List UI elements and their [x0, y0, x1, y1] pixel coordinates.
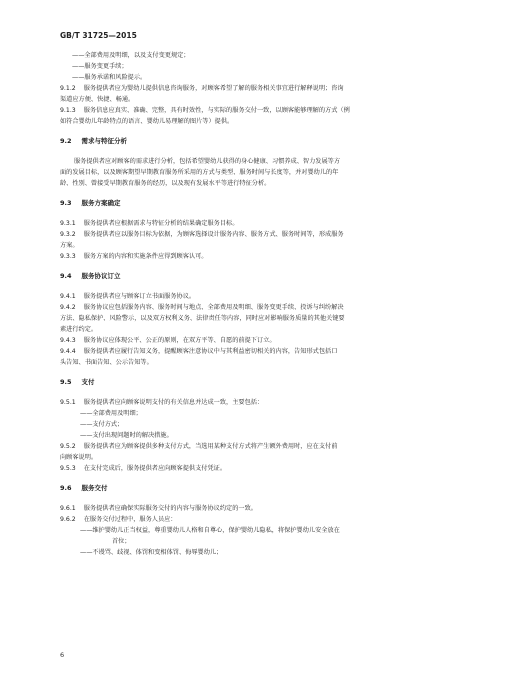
clause-9-6-2 — [60, 514, 460, 525]
standard-code-header: GB/T 31725—2015 — [60, 31, 137, 40]
clause-text: 服务提供者应向顾客说明支付的有关信息并达成一致，主要包括： — [83, 399, 264, 406]
clause-9-6-1 — [60, 503, 460, 514]
clause-9-5-3 — [60, 463, 460, 474]
clause-text: 服务提供者应确保实际服务交付的内容与服务协议约定的一致。 — [83, 505, 257, 512]
clause-continuation: 头告知、书面告知、公示告知等。 — [60, 359, 153, 366]
clause-9-1-2 — [60, 83, 460, 94]
clause-text: 服务提供者应根据需求与特征分析的结果确定服务目标。 — [83, 220, 239, 227]
section-number: 9.5 — [60, 378, 72, 386]
section-title: 服务方案确定 — [81, 199, 121, 207]
section-heading-9-4 — [60, 271, 460, 282]
list-item: ——服务承诺和风险提示。 — [72, 74, 147, 81]
clause-number: 9.6.1 — [60, 505, 76, 512]
section-title: 服务交付 — [81, 484, 108, 492]
clause-text: 在支付完成后，服务提供者应向顾客提供支付凭证。 — [83, 465, 227, 472]
clause-number: 9.4.2 — [60, 304, 76, 311]
clause-text: 服务方案的内容和实施条件应得到顾客认可。 — [83, 253, 208, 260]
clause-9-4-3 — [60, 335, 460, 346]
list-item: ——支付出现问题时的解决措施。 — [80, 432, 173, 439]
list-item-continuation: 首位； — [112, 538, 131, 545]
clause-text: 服务提供者应履行告知义务，提醒顾客注意协议中与其利益密切相关的内容，告知形式包括口 — [83, 348, 338, 355]
clause-text: 服务提供者应为顾客提供多种支付方式，当选用某种支付方式将产生额外费用时，应在支付前 — [83, 443, 338, 450]
section-number: 9.6 — [60, 484, 72, 492]
clause-9-4-1 — [60, 291, 460, 302]
clause-continuation: 方案。 — [60, 242, 79, 249]
list-item: ——维护婴幼儿正当权益，尊重婴幼儿人格和自尊心，保护婴幼儿隐私，将保护婴幼儿安全放在 — [80, 527, 340, 534]
section-heading-9-6 — [60, 483, 460, 494]
paragraph-line: 龄、性别、曾接受早期教育服务的经历，以及现有发展水平等进行特征分析。 — [60, 180, 271, 187]
clause-continuation: 素进行约定。 — [60, 326, 98, 333]
clause-number: 9.1.2 — [60, 85, 76, 92]
clause-9-4-2 — [60, 302, 460, 313]
clause-number: 9.5.1 — [60, 399, 76, 406]
clause-number: 9.3.2 — [60, 231, 76, 238]
section-heading-9-3 — [60, 198, 460, 209]
clause-9-5-2 — [60, 441, 460, 452]
clause-text: 服务信息应真实、准确、完整，具有时效性，与实际的服务交付一致，以顾客能够理解的方式（例 — [83, 107, 350, 114]
section-number: 9.3 — [60, 199, 72, 207]
section-title: 需求与特征分析 — [81, 137, 128, 145]
clause-number: 9.5.3 — [60, 465, 76, 472]
clause-text: 服务提供者应以服务目标为依据，为顾客选择设计服务内容、服务方式、服务时间等，形成服务 — [83, 231, 344, 238]
clause-number: 9.4.4 — [60, 348, 76, 355]
clause-continuation: 方法、隐私保护、风险警示，以及双方权利义务、法律责任等内容，同时应对影响服务质量的其他关键要 — [60, 315, 345, 322]
section-heading-9-2 — [60, 136, 460, 147]
clause-continuation: 渠道应方便、快捷、畅通。 — [60, 96, 135, 103]
clause-continuation: 向顾客说明。 — [60, 454, 98, 461]
clause-9-3-1 — [60, 218, 460, 229]
list-item: ——全部费用及明细； — [80, 410, 142, 417]
section-number: 9.2 — [60, 137, 72, 145]
clause-number: 9.4.3 — [60, 337, 76, 344]
page-number: 6 — [60, 651, 65, 659]
clause-9-5-1 — [60, 397, 460, 408]
section-heading-9-5 — [60, 377, 460, 388]
clause-text: 在服务交付过程中，服务人员应： — [83, 516, 177, 523]
clause-9-1-3 — [60, 105, 460, 116]
document-body — [60, 50, 460, 558]
clause-number: 9.3.1 — [60, 220, 76, 227]
clause-number: 9.6.2 — [60, 516, 76, 523]
clause-text: 服务协议应体现公平、公正的原则，在双方平等、自愿的前提下订立。 — [83, 337, 276, 344]
clause-number: 9.4.1 — [60, 293, 76, 300]
clause-9-4-4 — [60, 346, 460, 357]
clause-9-3-2 — [60, 229, 460, 240]
list-item: ——服务变更手续； — [72, 63, 128, 70]
paragraph-line: 服务提供者应对顾客的需求进行分析，包括希望婴幼儿获得的身心健康、习惯养成、智力发展等方 — [74, 158, 341, 165]
list-item: ——不谩骂、歧视、体罚和变相体罚、侮辱婴幼儿； — [80, 549, 223, 556]
clause-number: 9.3.3 — [60, 253, 76, 260]
list-item: ——全部费用及明细，以及支付变更规定； — [72, 52, 190, 59]
clause-continuation: 如符合婴幼儿年龄特点的语言、婴幼儿易理解的图片等）提供。 — [60, 118, 234, 125]
section-number: 9.4 — [60, 272, 72, 280]
clause-number: 9.5.2 — [60, 443, 76, 450]
clause-text: 服务协议应包括服务内容、服务时间与地点、全部费用及明细、服务变更手续、投诉与纠纷解决 — [83, 304, 344, 311]
section-title: 支付 — [81, 378, 95, 386]
paragraph-line: 面的发展目标，以及顾客期望早期教育服务所采用的方式与类型、服务时间与长度等，并对婴幼儿的年 — [60, 169, 339, 176]
section-title: 服务协议订立 — [81, 272, 121, 280]
list-item: ——支付方式； — [80, 421, 124, 428]
clause-text: 服务提供者应与顾客订立书面服务协议。 — [83, 293, 196, 300]
clause-9-3-3 — [60, 251, 460, 262]
clause-number: 9.1.3 — [60, 107, 76, 114]
clause-text: 服务提供者应为婴幼儿提供信息咨询服务，对顾客希望了解的服务相关事宜进行解释说明；咨询 — [83, 85, 344, 92]
